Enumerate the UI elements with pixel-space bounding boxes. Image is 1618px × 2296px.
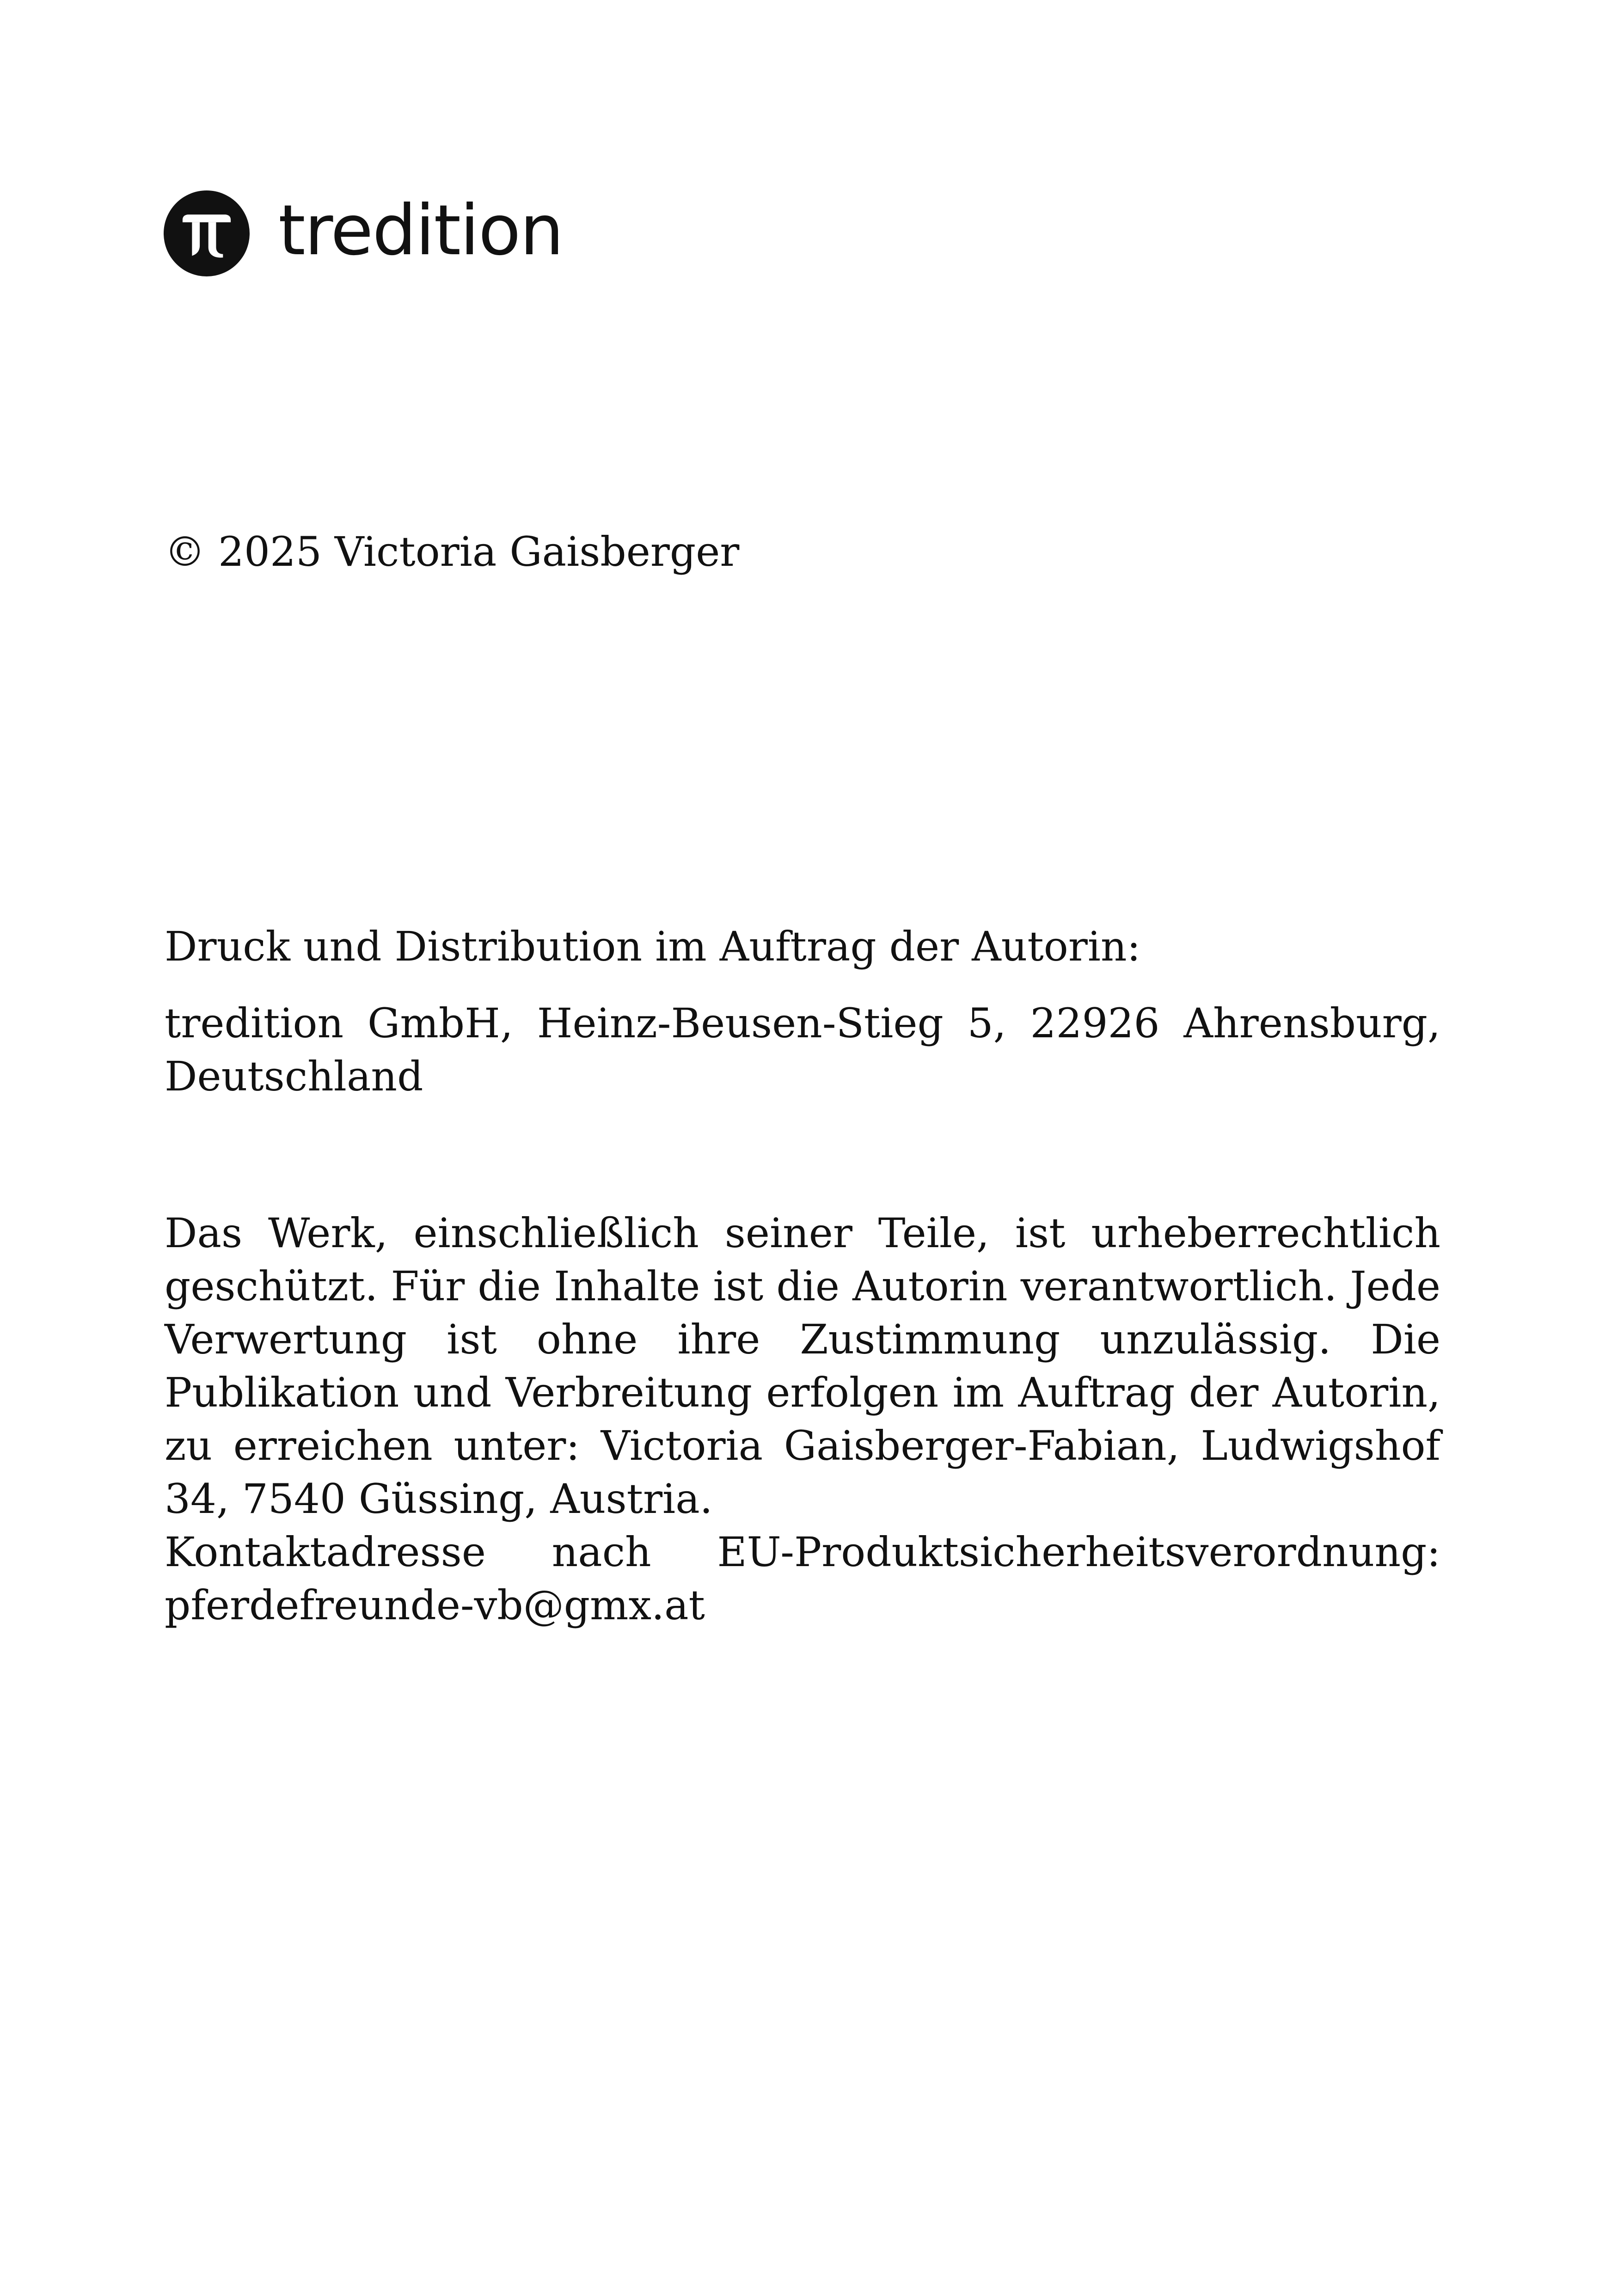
contact-section [165,1525,1440,1632]
contact-label-word: Kontaktadresse [165,1528,486,1576]
logo-wordmark: tredition [278,190,563,271]
publisher-logo [164,190,563,277]
tredition-t-logo-icon [164,190,250,276]
contact-label [165,1525,1440,1579]
publisher-address: tredition GmbH, Heinz-Beusen-Stieg 5, 22926 Ahrensburg, Deutschland [165,999,1440,1100]
rights-notice: Das Werk, einschließlich seiner Teile, ist urheberrechtlich geschützt. Für die Inhalte ist die Autorin verantwortlich. Jede Verwertung ist ohne ihre Zustimmung unzulässig. Die Publikation und Verbreitung erfolgen im Auftrag der Autorin, zu erreichen unter: Victoria Gaisberger-Fabian, Ludwigshof 34, 7540 Güssing, Austria. [165,1209,1440,1523]
contact-label-word: EU-Produktsicherheitsverordnung: [717,1528,1440,1576]
copyright-line: © 2025 Victoria Gaisberger [165,528,740,576]
contact-email: pferdefreunde-vb@gmx.at [165,1581,705,1629]
contact-label-word: nach [552,1528,651,1576]
printing-heading: Druck und Distribution im Auftrag der Autorin: [165,923,1141,970]
